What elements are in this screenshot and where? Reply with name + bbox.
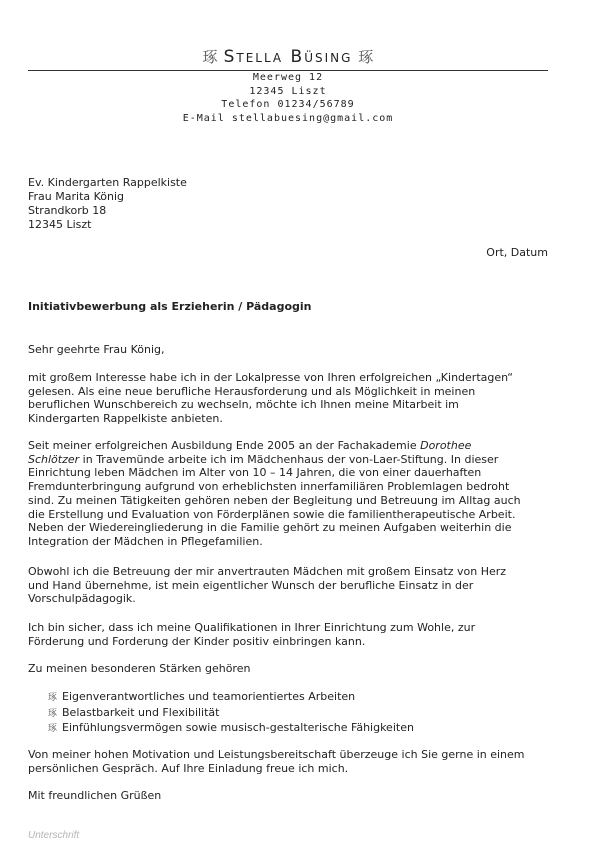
list-item (48, 690, 414, 706)
bullet-ornament-icon: 琢 (48, 693, 58, 703)
bullet-ornament-icon: 琢 (48, 708, 58, 719)
paragraph-qualification (28, 621, 553, 648)
sender-street: Meerweg 12 (252, 72, 324, 83)
text-line (28, 453, 553, 467)
closing-formula: Mit freundlichen Grüßen (28, 789, 162, 802)
paragraph-experience (28, 439, 553, 549)
text-line: gelesen. Als eine neue berufliche Herausforderung und als Möglichkeit in meinen (28, 384, 476, 398)
text-line: Von meiner hohen Motivation und Leistungsbereitschaft überzeuge ich Sie gerne in einem (28, 748, 525, 761)
sender-city: 12345 Liszt (249, 85, 327, 97)
bullet-ornament-icon: 琢 (48, 724, 58, 735)
strengths-list (48, 690, 414, 737)
text-line: die Erstellung und Evaluation von Förderplänen sowie die familientherapeutische Arbeit. (28, 507, 516, 521)
recipient-line: 12345 Liszt (28, 218, 92, 231)
sender-name: Stella Büsing (223, 47, 353, 67)
place-date: Ort, Datum (486, 246, 548, 259)
strengths-intro (28, 662, 553, 676)
recipient-address (28, 176, 187, 232)
text-line: sind. Zu meinen Tätigkeiten gehören neben der Begleitung und Betreuung im Alltag auch (28, 493, 521, 507)
text-line: Obwohl ich die Betreuung der mir anvertrauten Mädchen mit großem Einsatz von Herz (28, 565, 507, 578)
sender-contact-block (28, 71, 548, 125)
recipient-line: Strandkorb 18 (28, 204, 107, 217)
list-item (48, 706, 414, 722)
sender-name-header (28, 46, 548, 67)
list-item (48, 721, 414, 737)
text-line: Ich bin sicher, dass ich meine Qualifikationen in Ihrer Einrichtung zum Wohle, zur (28, 621, 476, 634)
salutation: Sehr geehrte Frau König, (28, 343, 165, 356)
text-segment: in Travemünde arbeite ich im Mädchenhaus der von-Laer-Stiftung. In dieser (79, 452, 499, 466)
text-line: Vorschulpädagogik. (28, 592, 136, 606)
ornament-icon: 琢 (202, 48, 218, 66)
sender-email: E-Mail stellabuesing@gmail.com (182, 112, 394, 124)
text-line: Kindergarten Rappelkiste anbieten. (28, 412, 223, 426)
recipient-line: Frau Marita König (28, 190, 125, 203)
paragraph-closing (28, 748, 553, 775)
list-item-text: Belastbarkeit und Flexibilität (62, 705, 220, 719)
text-line: beruflichen Wunschbereich zu wechseln, möchte ich Ihnen meine Mitarbeit im (28, 398, 459, 412)
recipient-line: Ev. Kindergarten Rappelkiste (28, 176, 187, 189)
paragraph-motivation (28, 565, 553, 606)
text-line (28, 439, 553, 453)
school-name: Schlötzer (28, 452, 80, 466)
text-line: Fremdunterbringung aufgrund von erheblichsten innerfamiliären Problemlagen bedroht (28, 480, 510, 494)
text-line: persönlichen Gespräch. Auf Ihre Einladung freue ich mich. (28, 761, 349, 775)
text-line: und Hand übernehme, ist mein eigentlicher Wunsch der berufliche Einsatz in der (28, 578, 474, 592)
letter-subject: Initiativbewerbung als Erzieherin / Pädagogin (28, 300, 312, 313)
text-line: Integration der Mädchen in Pflegefamilien. (28, 534, 263, 548)
paragraph-intro (28, 371, 553, 426)
text-segment: Seit meiner erfolgreichen Ausbildung Ende 2005 an der Fachakademie (28, 439, 421, 452)
signature-placeholder: Unterschrift (28, 830, 80, 841)
school-name: Dorothee (420, 439, 472, 452)
text-line: Einrichtung leben Mädchen im Alter von 10 – 14 Jahren, die von einer dauerhaften (28, 466, 482, 480)
text-line: mit großem Interesse habe ich in der Lokalpresse von Ihren erfolgreichen „Kindertagen“ (28, 371, 513, 384)
list-item-text: Eigenverantwortliches und teamorientiertes Arbeiten (62, 690, 356, 703)
text-line: Förderung und Forderung der Kinder positiv einbringen kann. (28, 634, 366, 648)
sender-phone: Telefon 01234/56789 (221, 99, 355, 110)
text-line: Zu meinen besonderen Stärken gehören (28, 662, 251, 675)
text-line: Neben der Wiedereingliederung in die Familie gehört zu meinen Aufgaben weiterhin die (28, 521, 512, 535)
ornament-icon: 琢 (358, 48, 374, 66)
list-item-text: Einfühlungsvermögen sowie musisch-gestalterische Fähigkeiten (62, 721, 414, 735)
